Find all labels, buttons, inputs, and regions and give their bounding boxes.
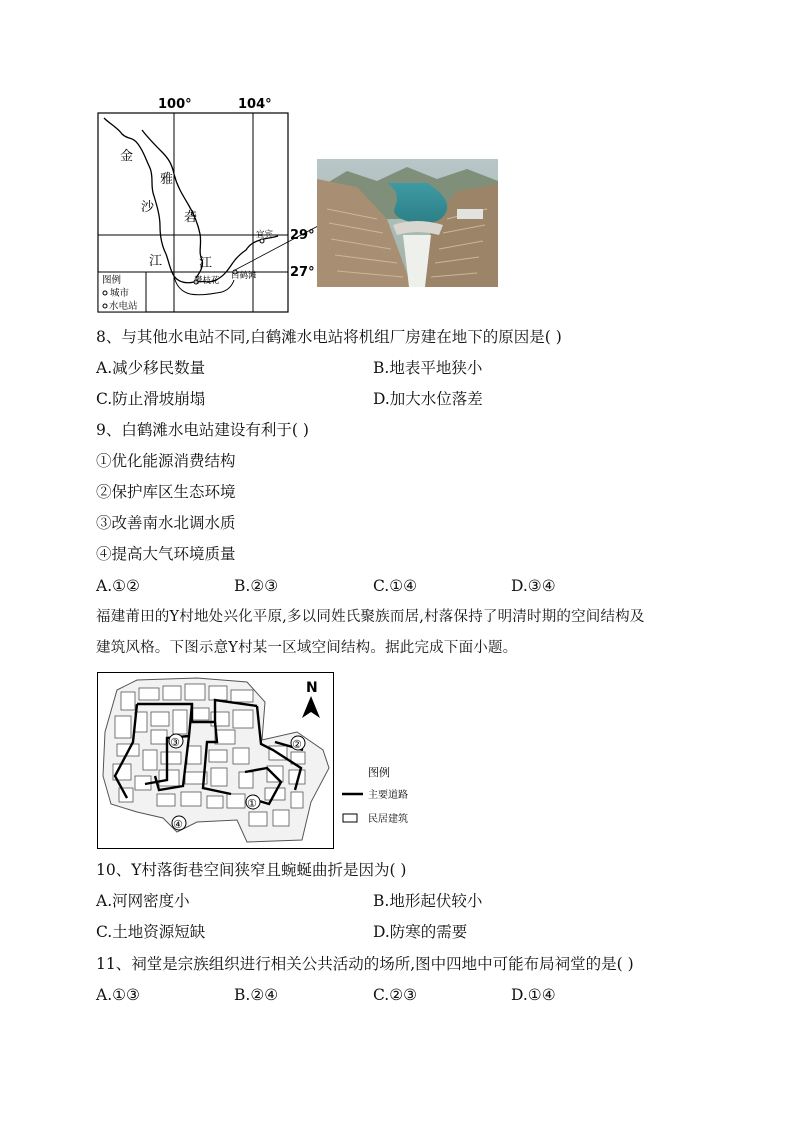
q11-option-a[interactable]: A.①③: [96, 986, 140, 1004]
legend-station-icon: [103, 304, 107, 308]
svg-text:②: ②: [292, 738, 302, 751]
q9-option-a[interactable]: A.①②: [96, 577, 140, 595]
legend-city-icon: [103, 291, 107, 295]
legend-title: 图例: [368, 766, 390, 779]
q8-option-c[interactable]: C.防止滑坡崩塌: [96, 390, 206, 408]
q9-option-c[interactable]: C.①④: [373, 577, 418, 595]
dam-photo: [317, 159, 498, 287]
q10-option-c[interactable]: C.土地资源短缺: [96, 923, 206, 941]
passage-line-1: 福建莆田的Y村地处兴化平原,多以同姓氏聚族而居,村落保持了明清时期的空间结构及: [96, 609, 645, 625]
city-label-panzhihua: 攀枝花: [194, 276, 220, 286]
legend-station-label: 水电站: [109, 301, 138, 312]
question-11-stem: 11、祠堂是宗族组织进行相关公共活动的场所,图中四地中可能布局祠堂的是( ): [96, 955, 634, 973]
question-10-stem: 10、Y村落街巷空间狭窄且蜿蜒曲折是因为( ): [96, 861, 407, 879]
passage-line-2: 建筑风格。下图示意Y村某一区域空间结构。据此完成下面小题。: [96, 640, 518, 656]
river-label: 江: [149, 254, 163, 269]
q11-option-c[interactable]: C.②③: [373, 986, 418, 1004]
q9-option-d[interactable]: D.③④: [511, 577, 556, 595]
village-map: [97, 672, 427, 850]
svg-text:③: ③: [170, 736, 180, 749]
river-map: [90, 94, 320, 316]
svg-text:①: ①: [247, 797, 257, 810]
legend-city-label: 城市: [110, 288, 130, 299]
legend-road-label: 主要道路: [368, 790, 408, 801]
q9-item: ④提高大气环境质量: [96, 545, 236, 563]
q10-option-b[interactable]: B.地形起伏较小: [373, 892, 483, 910]
lat-label-29: 29°: [290, 228, 315, 243]
q11-option-d[interactable]: D.①④: [511, 986, 556, 1004]
river-label: 砻: [184, 210, 198, 225]
svg-text:④: ④: [173, 818, 183, 831]
q9-item: ②保护库区生态环境: [96, 483, 236, 501]
q11-option-b[interactable]: B.②④: [234, 986, 279, 1004]
q10-option-a[interactable]: A.河网密度小: [96, 892, 190, 910]
lon-label-104: 104°: [238, 97, 272, 112]
construction-site: [457, 209, 483, 219]
q8-option-a[interactable]: A.减少移民数量: [96, 359, 206, 377]
legend-building-label: 民居建筑: [368, 814, 408, 825]
city-label-yibin: 宜宾: [256, 230, 274, 240]
q9-item: ③改善南水北调水质: [96, 514, 236, 532]
question-8-stem: 8、与其他水电站不同,白鹤滩水电站将机组厂房建在地下的原因是( ): [96, 328, 562, 346]
lat-label-27: 27°: [290, 265, 315, 280]
river-label: 沙: [141, 200, 155, 215]
city-label-baihetan: 白鹤滩: [231, 271, 257, 281]
jinsha-river: [104, 118, 278, 283]
river-label: 江: [199, 256, 213, 271]
q10-option-d[interactable]: D.防寒的需要: [373, 923, 468, 941]
river-label: 金: [120, 149, 134, 164]
q9-item: ①优化能源消费结构: [96, 452, 236, 470]
legend-title: 图例: [102, 275, 122, 286]
q9-option-b[interactable]: B.②③: [234, 577, 279, 595]
river-label: 雅: [160, 172, 174, 187]
q8-option-b[interactable]: B.地表平地狭小: [373, 359, 483, 377]
lon-label-100: 100°: [158, 97, 192, 112]
q8-option-d[interactable]: D.加大水位落差: [373, 390, 483, 408]
question-9-stem: 9、白鹤滩水电站建设有利于( ): [96, 421, 309, 439]
legend-building-icon: [343, 814, 357, 822]
north-label: N: [306, 680, 318, 696]
